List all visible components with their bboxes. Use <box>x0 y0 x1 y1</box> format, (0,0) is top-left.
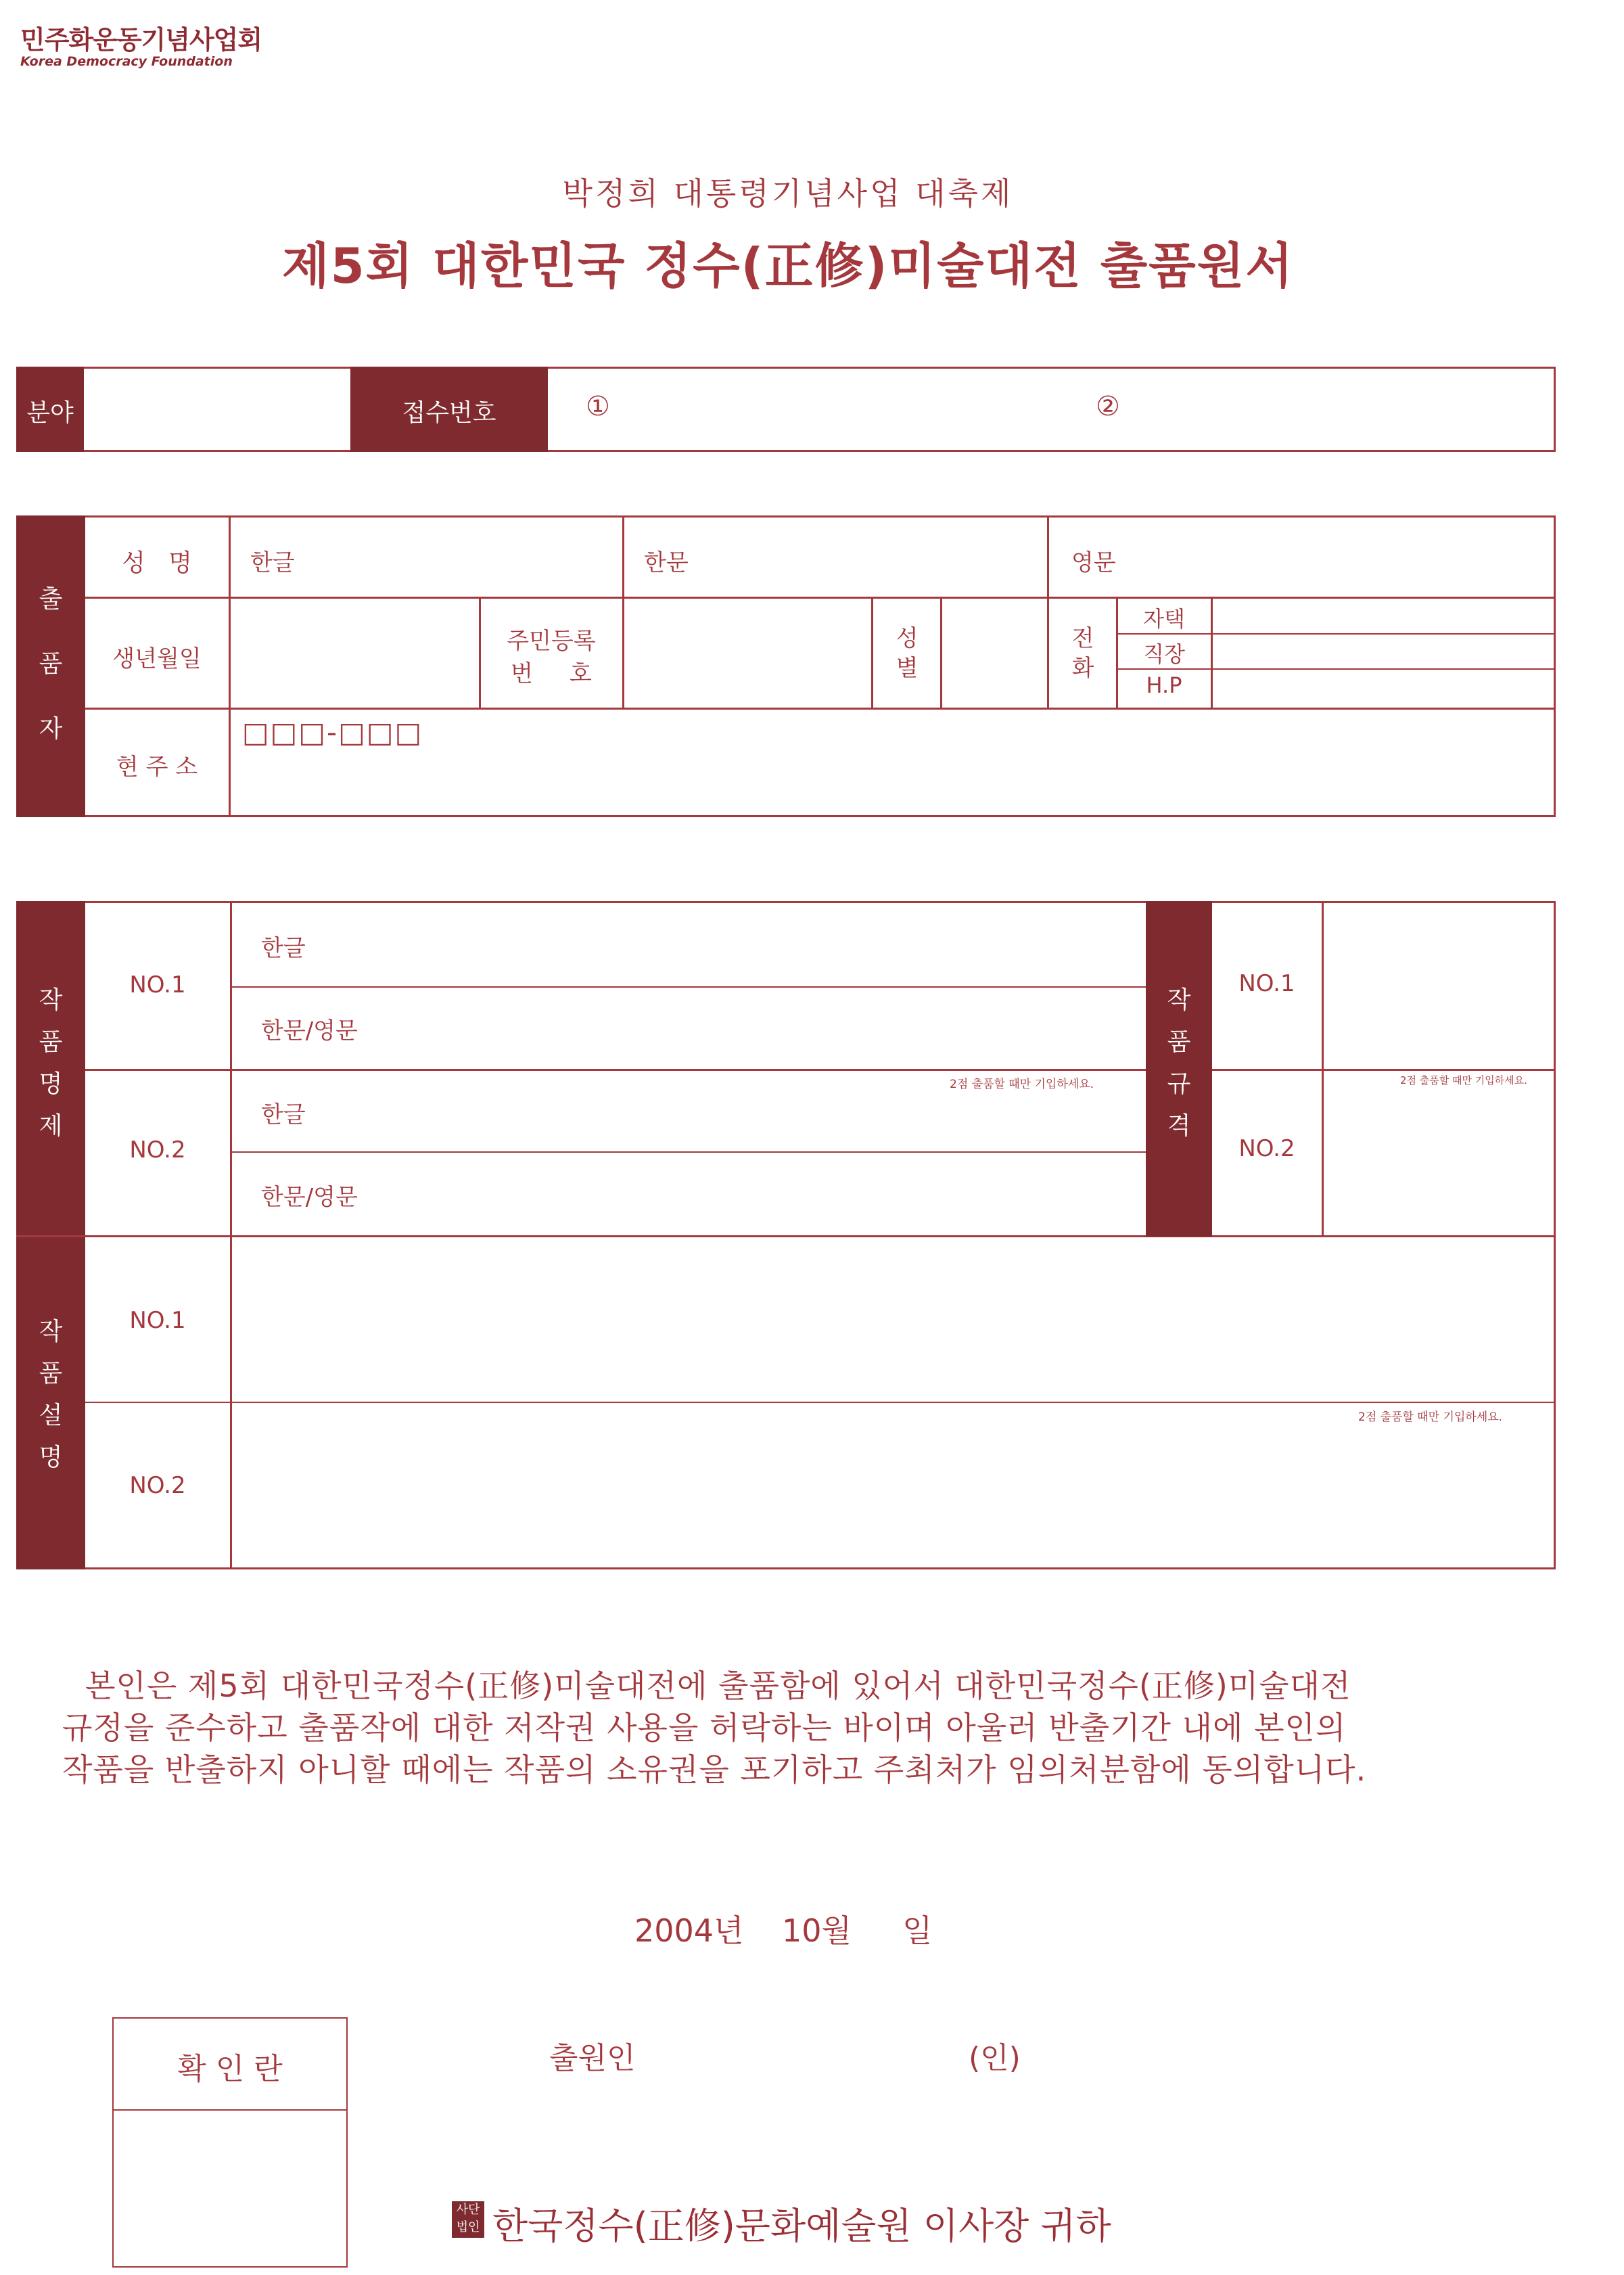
desc-row-line <box>85 1402 1556 1403</box>
works-desc-char-1: 작 <box>39 1318 63 1346</box>
page-title: 제5회 대한민국 정수(正修)미술대전 출품원서 <box>282 237 1294 294</box>
works-spec-char-2: 품 <box>1167 1028 1191 1056</box>
name-korean-input[interactable] <box>311 518 620 595</box>
phone-home-label: 자택 <box>1143 606 1185 632</box>
works-title-section-label <box>16 982 85 1145</box>
logo-korean: 민주화운동기념사업회 <box>20 25 262 55</box>
phone-mobile-input[interactable] <box>1213 670 1553 707</box>
phone-work-input[interactable] <box>1213 635 1553 668</box>
page-subtitle: 박정희 대통령기념사업 대축제 <box>562 175 1014 212</box>
phone-label <box>1050 624 1116 683</box>
applicant-row-line-1 <box>85 597 1556 599</box>
title-row-line-3 <box>231 1151 1146 1153</box>
address-label: 현 주 소 <box>116 754 198 781</box>
spec-no1-input[interactable] <box>1324 904 1553 1067</box>
confirm-box-divider <box>112 2109 348 2111</box>
works-desc-char-3: 설 <box>39 1402 63 1429</box>
spec-note: 2점 출품할 때만 기입하세요. <box>1400 1074 1528 1086</box>
works-desc-char-2: 품 <box>39 1360 63 1387</box>
works-spec-char-1: 작 <box>1167 986 1191 1014</box>
date-day-input[interactable] <box>859 1901 900 1941</box>
works-desc-char-4: 명 <box>39 1444 63 1471</box>
title-note: 2점 출품할 때만 기입하세요. <box>950 1078 1094 1091</box>
phone-work-label: 직장 <box>1143 641 1185 667</box>
works-no-col-line <box>230 901 232 1569</box>
title-row-line-2 <box>85 1069 1146 1071</box>
date-year: 2004년 <box>634 1912 744 1949</box>
works-title-char-2: 품 <box>39 1028 63 1056</box>
title-no2-korean-label: 한글 <box>261 1101 306 1128</box>
title-no1-korean-label: 한글 <box>261 935 306 962</box>
corp-badge-line-2: 법인 <box>456 2220 480 2234</box>
phone-home-input[interactable] <box>1213 599 1553 633</box>
declaration-line-1: 본인은 제5회 대한민국정수(正修)미술대전에 출품함에 있어서 대한민국정수(正修)미술대전 <box>85 1668 1351 1704</box>
receipt-number-1-input[interactable] <box>616 369 1075 450</box>
applicant-col-line-g <box>1211 598 1213 709</box>
applicant-row-line-2 <box>85 708 1556 710</box>
receipt-number-2-marker: ② <box>1096 391 1120 422</box>
id-number-input[interactable] <box>625 599 870 706</box>
receipt-number-1-marker: ① <box>586 391 610 422</box>
applicant-sign-input[interactable] <box>663 2027 960 2074</box>
title-no2-chinese-english-input[interactable] <box>379 1154 1143 1234</box>
gender-label <box>874 624 940 683</box>
corp-badge <box>452 2201 484 2238</box>
field-input[interactable] <box>84 369 350 450</box>
desc-no2-label: NO.2 <box>129 1472 186 1499</box>
postcode-input[interactable] <box>241 714 430 748</box>
name-chinese-label: 한문 <box>644 549 689 576</box>
works-desc-section-label <box>16 1314 85 1476</box>
gender-input[interactable] <box>943 599 1046 706</box>
works-spec-char-4: 격 <box>1167 1112 1191 1140</box>
applicant-col-line-a <box>622 515 624 709</box>
name-chinese-input[interactable] <box>703 518 1044 595</box>
phone-row-line-1 <box>1116 633 1556 635</box>
name-english-label: 영문 <box>1071 549 1116 576</box>
name-english-input[interactable] <box>1131 518 1553 595</box>
title-row-line-1 <box>231 986 1146 988</box>
gender-label-char-2: 별 <box>896 655 919 683</box>
phone-label-char-1: 전 <box>1071 625 1094 652</box>
applicant-section-char-3: 자 <box>39 714 63 743</box>
desc-no1-input[interactable] <box>233 1239 1553 1400</box>
address-input[interactable] <box>231 751 1553 814</box>
works-title-char-1: 작 <box>39 986 63 1014</box>
works-title-char-4: 제 <box>39 1112 63 1140</box>
works-title-char-3: 명 <box>39 1070 63 1098</box>
name-label: 성 명 <box>122 549 192 577</box>
receipt-number-2-input[interactable] <box>1127 369 1553 450</box>
postcode-mask: □□□-□□□ <box>242 716 423 749</box>
title-no1-korean-input[interactable] <box>325 904 1143 985</box>
logo-english: Korea Democracy Foundation <box>20 54 233 69</box>
seal-mark: (인) <box>969 2041 1021 2075</box>
gender-label-char-1: 성 <box>896 625 919 652</box>
applicant-col-line-d <box>871 598 873 709</box>
applicant-sign-label: 출원인 <box>549 2041 636 2075</box>
applicant-col-line-label <box>229 515 231 817</box>
phone-row-line-2 <box>1116 668 1556 670</box>
declaration-line-2: 규정을 준수하고 출품작에 대한 저작권 사용을 허락하는 바이며 아울러 반출기간 내에 본인의 <box>62 1709 1347 1746</box>
title-no2-label: NO.2 <box>129 1136 186 1164</box>
spec-no2-input[interactable] <box>1324 1072 1553 1234</box>
id-label-line-1: 주민등록 <box>507 628 596 655</box>
spec-no2-label: NO.2 <box>1238 1135 1295 1162</box>
field-label: 분야 <box>26 399 74 427</box>
desc-no2-input[interactable] <box>233 1425 1553 1567</box>
confirm-label: 확 인 란 <box>177 2052 283 2086</box>
title-no1-label: NO.1 <box>129 971 186 998</box>
id-label-line-2: 번 호 <box>511 660 592 687</box>
title-no1-chinese-english-input[interactable] <box>379 989 1143 1067</box>
confirm-area[interactable] <box>115 2112 345 2265</box>
desc-note: 2점 출품할 때만 기입하세요. <box>1358 1410 1503 1424</box>
spec-no1-label: NO.1 <box>1238 970 1295 997</box>
title-no1-chinese-english-label: 한문/영문 <box>261 1017 358 1044</box>
birth-label: 생년월일 <box>112 645 202 672</box>
title-no2-chinese-english-label: 한문/영문 <box>261 1184 358 1211</box>
applicant-section-label <box>16 580 85 748</box>
receipt-label: 접수번호 <box>402 399 496 427</box>
phone-label-char-2: 화 <box>1071 655 1094 683</box>
works-spec-section-label <box>1146 982 1212 1145</box>
name-korean-label: 한글 <box>250 549 295 576</box>
recipient: 한국정수(正修)문화예술원 이사장 귀하 <box>492 2205 1111 2247</box>
applicant-col-line-b <box>1047 515 1049 709</box>
phone-mobile-label: H.P <box>1146 672 1182 698</box>
spec-row-line <box>1212 1069 1556 1071</box>
works-spec-char-3: 규 <box>1167 1070 1191 1098</box>
desc-no1-label: NO.1 <box>129 1307 186 1334</box>
birth-input[interactable] <box>231 599 478 706</box>
applicant-col-line-e <box>940 598 942 709</box>
title-no2-korean-input[interactable] <box>325 1090 1143 1150</box>
corp-badge-line-1: 사단 <box>456 2203 480 2217</box>
date-day: 일 <box>902 1912 933 1949</box>
applicant-section-char-1: 출 <box>39 585 63 613</box>
works-section-divider <box>16 1235 1556 1237</box>
declaration-line-3: 작품을 반출하지 아니할 때에는 작품의 소유권을 포기하고 주최처가 임의처분함에 동의합니다. <box>62 1751 1367 1788</box>
applicant-section-char-2: 품 <box>39 649 63 678</box>
date-month: 10월 <box>782 1912 852 1949</box>
